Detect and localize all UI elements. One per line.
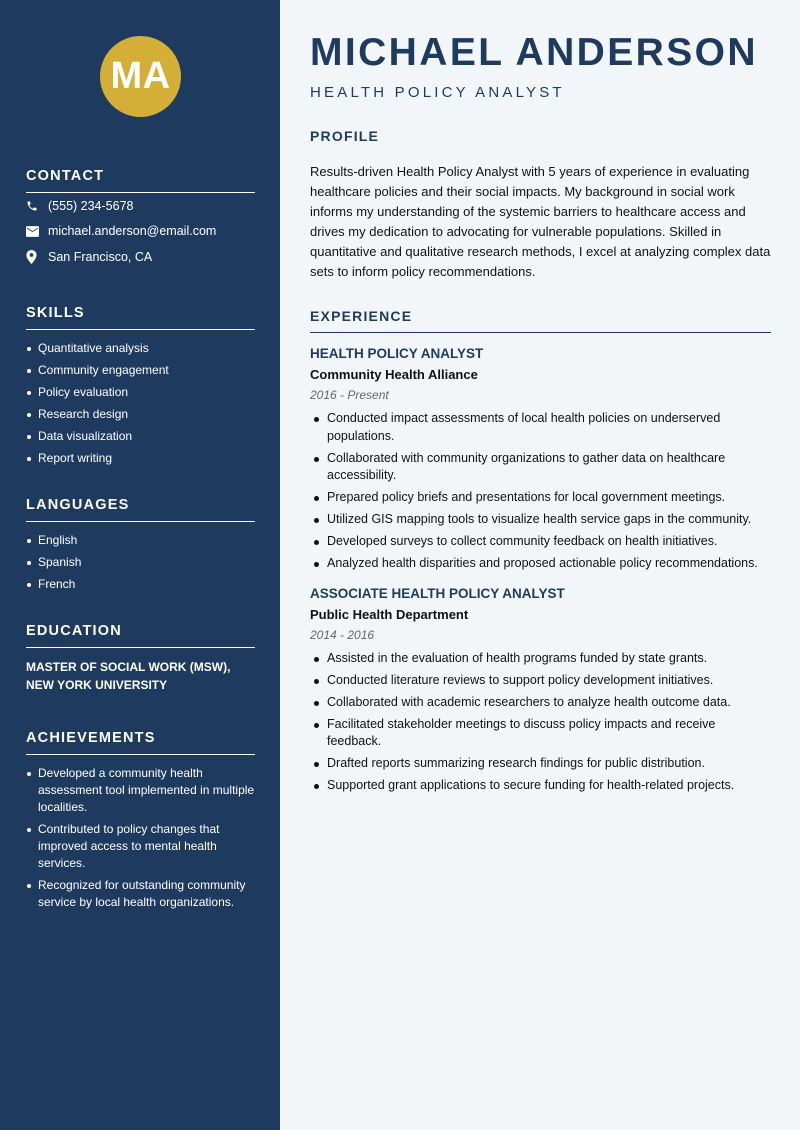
achievements-title: ACHIEVEMENTS <box>26 730 255 755</box>
contact-phone-text: (555) 234-5678 <box>48 198 134 213</box>
education-title: EDUCATION <box>26 623 255 648</box>
list-item: Conducted impact assessments of local health policies on underserved populations. <box>310 410 771 445</box>
list-item: Developed a community health assessment tool implemented in multiple localities. <box>26 765 255 816</box>
skills-list <box>26 340 255 467</box>
education-section <box>26 623 255 694</box>
contact-email <box>26 219 255 245</box>
list-item: Utilized GIS mapping tools to visualize health service gaps in the community. <box>310 511 771 529</box>
list-item: Policy evaluation <box>26 384 255 401</box>
list-item: Collaborated with academic researchers to analyze health outcome data. <box>310 694 771 712</box>
contact-location <box>26 244 255 270</box>
list-item: Assisted in the evaluation of health programs funded by state grants. <box>310 650 771 668</box>
sidebar <box>0 0 280 1130</box>
profile-section <box>310 128 771 282</box>
contact-section <box>26 168 255 270</box>
list-item: Spanish <box>26 554 255 571</box>
job-dates: 2016 - Present <box>310 388 389 402</box>
list-item: Research design <box>26 406 255 423</box>
contact-title: CONTACT <box>26 168 255 193</box>
contact-location-text: San Francisco, CA <box>48 249 153 264</box>
job-entry <box>310 586 771 795</box>
list-item: Data visualization <box>26 428 255 445</box>
avatar <box>100 36 181 117</box>
list-item: Recognized for outstanding community service by local health organizations. <box>26 877 255 911</box>
list-item: Supported grant applications to secure funding for health-related projects. <box>310 777 771 795</box>
job-company: Public Health Department <box>310 606 469 622</box>
list-item: Developed surveys to collect community feedback on health initiatives. <box>310 533 771 551</box>
experience-section <box>310 308 771 799</box>
avatar-initials: MA <box>110 55 171 97</box>
achievements-section <box>26 730 255 916</box>
languages-title: LANGUAGES <box>26 497 255 522</box>
experience-title: EXPERIENCE <box>310 308 771 333</box>
education-degree: MASTER OF SOCIAL WORK (MSW), NEW YORK UNIVERSITY <box>26 660 231 692</box>
list-item: Facilitated stakeholder meetings to discuss policy impacts and receive feedback. <box>310 716 771 751</box>
list-item: Report writing <box>26 450 255 467</box>
list-item: Conducted literature reviews to support policy development initiatives. <box>310 672 771 690</box>
list-item: Drafted reports summarizing research findings for public distribution. <box>310 755 771 773</box>
languages-section <box>26 497 255 598</box>
job-entry <box>310 346 771 573</box>
email-icon <box>26 226 48 237</box>
list-item: Prepared policy briefs and presentations for local government meetings. <box>310 489 771 507</box>
list-item: Contributed to policy changes that improved access to mental health services. <box>26 821 255 872</box>
job-title: ASSOCIATE HEALTH POLICY ANALYST <box>310 585 565 601</box>
location-pin-icon <box>26 250 48 264</box>
job-company: Community Health Alliance <box>310 367 478 382</box>
candidate-role: HEALTH POLICY ANALYST <box>310 84 565 101</box>
job-bullets <box>310 410 771 573</box>
phone-icon <box>26 200 48 212</box>
job-dates: 2014 - 2016 <box>310 627 375 642</box>
list-item: Quantitative analysis <box>26 340 255 357</box>
skills-section <box>26 305 255 472</box>
list-item: English <box>26 532 255 549</box>
profile-text: Results-driven Health Policy Analyst with 5 years of experience in evaluating healthcare policies and their social impacts. My background in social work informs my understanding of the systemic barriers to healthcare access and drives my dedication to advocating for vulnerable populations. Skilled in quantitative and qualitative research methods, I excel at analyzing complex data sets to inform policy recommendations. <box>310 164 771 279</box>
list-item: French <box>26 576 255 593</box>
profile-title: PROFILE <box>310 128 380 144</box>
candidate-name: MICHAEL ANDERSON <box>310 31 758 74</box>
list-item: Community engagement <box>26 362 255 379</box>
contact-email-text: michael.anderson@email.com <box>48 224 217 239</box>
achievements-list <box>26 765 255 911</box>
languages-list <box>26 532 255 593</box>
list-item: Analyzed health disparities and proposed actionable policy recommendations. <box>310 555 771 573</box>
list-item: Collaborated with community organizations to gather data on healthcare accessibility. <box>310 450 771 485</box>
job-bullets <box>310 650 771 795</box>
job-title: HEALTH POLICY ANALYST <box>310 346 484 361</box>
contact-phone <box>26 193 255 219</box>
skills-title: SKILLS <box>26 305 255 330</box>
